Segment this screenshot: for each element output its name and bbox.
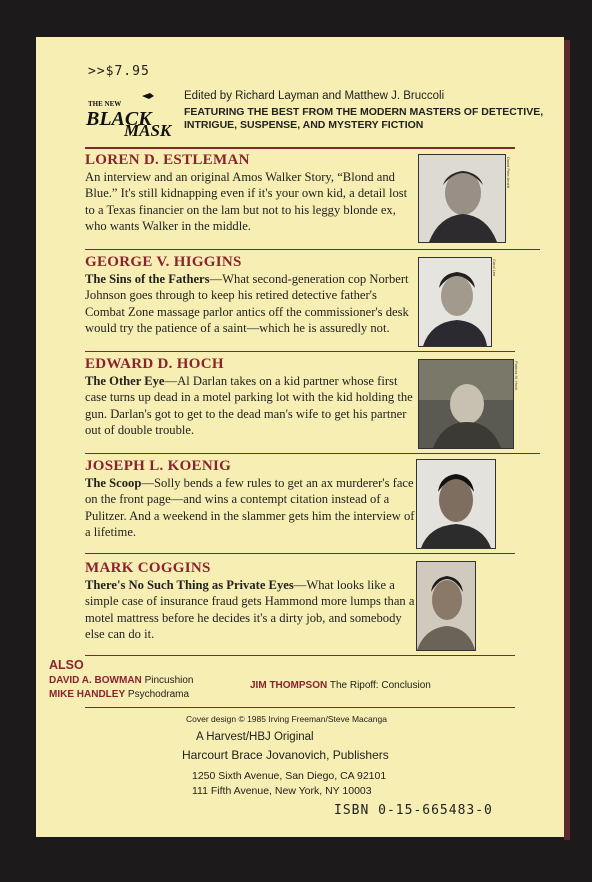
- logo-the-new: THE NEW: [88, 100, 122, 108]
- also-title: The Ripoff: Conclusion: [329, 680, 431, 691]
- author-blurb: [85, 169, 415, 234]
- divider: [85, 453, 540, 454]
- author-blurb: [85, 271, 415, 336]
- story-title: The Other Eye: [85, 374, 165, 388]
- portrait-icon: [419, 155, 505, 242]
- photo-credit: Carol Lee: [492, 259, 497, 277]
- author-photo: [416, 459, 496, 549]
- cover-design-credit: Cover design © 1985 Irving Freeman/Steve Macanga: [186, 714, 387, 724]
- portrait-icon: [417, 460, 495, 548]
- author-name: JOSEPH L. KOENIG: [85, 458, 232, 474]
- also-item: [49, 689, 189, 700]
- divider: [85, 147, 515, 149]
- spine-edge: [564, 40, 570, 840]
- logo-bird-icon: [142, 93, 154, 99]
- author-section: [85, 559, 415, 642]
- author-photo: [418, 359, 514, 449]
- story-text: —What second-generation cop Norbert Johnson goes through to keep his retired detective father's Combat Zone massage parlor antics off the commissioner's desk would try the patience of a saint—which he is assuredly not.: [85, 272, 409, 335]
- portrait-icon: [417, 562, 475, 650]
- divider: [85, 553, 515, 554]
- black-mask-logo: [84, 92, 174, 137]
- also-item: [49, 675, 193, 686]
- divider: [85, 249, 540, 250]
- price-label: >>$7.95: [88, 64, 150, 79]
- author-blurb: [85, 373, 415, 438]
- divider: [85, 707, 515, 708]
- photo-credit: David Pete Arnett: [506, 157, 511, 189]
- also-item: [250, 680, 431, 691]
- divider: [85, 351, 515, 352]
- also-title: Psychodrama: [127, 689, 190, 700]
- isbn: ISBN 0-15-665483-0: [334, 803, 493, 818]
- story-title: There's No Such Thing as Private Eyes: [85, 578, 294, 592]
- story-title: The Scoop: [85, 476, 142, 490]
- story-text: An interview and an original Amos Walker Story, “Blond and Blue.” It's still kidnapping even if it's your own kid, a detail lost to a Texas financier on the lam but not to his leggy blonde ex, who wants Walker in the middle.: [85, 170, 408, 233]
- author-name: LOREN D. ESTLEMAN: [85, 152, 250, 168]
- portrait-icon: [419, 360, 513, 448]
- featuring-line: FEATURING THE BEST FROM THE MODERN MASTERS OF DETECTIVE, INTRIGUE, SUSPENSE, AND MYSTERY FICTION: [184, 106, 544, 131]
- publisher-imprint: A Harvest/HBJ Original: [196, 731, 314, 743]
- also-author: DAVID A. BOWMAN: [49, 675, 142, 686]
- also-title: Pincushion: [144, 675, 194, 686]
- publisher-address: 111 Fifth Avenue, New York, NY 10003: [192, 785, 372, 797]
- story-title: The Sins of the Fathers: [85, 272, 210, 286]
- also-heading: ALSO: [49, 658, 84, 672]
- logo-black: BLACK: [86, 108, 152, 130]
- photo-credit: Patricia M. Hoch: [514, 361, 519, 391]
- author-name: MARK COGGINS: [85, 560, 211, 576]
- also-author: JIM THOMPSON: [250, 680, 328, 691]
- author-section: [85, 355, 415, 438]
- author-section: [85, 151, 415, 234]
- story-text: —What looks like a simple case of insurance fraud gets Hammond more lumps than a motel mattress before he decides it's a dirty job, and somebody else can do it.: [85, 578, 415, 641]
- story-text: —Al Darlan takes on a kid partner whose first case turns up dead in a motel parking lot with the kid holding the gun. Darlan's got to get to the dead man's wife to get his partner out of double trouble.: [85, 374, 413, 437]
- author-photo: [418, 154, 506, 243]
- publisher-address: 1250 Sixth Avenue, San Diego, CA 92101: [192, 770, 387, 782]
- cover-content: [36, 37, 564, 837]
- editors-line: Edited by Richard Layman and Matthew J. Bruccoli: [184, 90, 445, 102]
- portrait-icon: [419, 258, 491, 346]
- logo-mask: MASK: [124, 121, 172, 137]
- author-photo: [418, 257, 492, 347]
- author-blurb: [85, 577, 415, 642]
- story-text: —Solly bends a few rules to get an ax murderer's face on the front page—and wins a contempt citation instead of a Pulitzer. And a weekend in the slammer gets him the interview of a lifetime.: [85, 476, 415, 539]
- also-author: MIKE HANDLEY: [49, 689, 126, 700]
- author-photo: [416, 561, 476, 651]
- author-blurb: [85, 475, 415, 540]
- author-section: [85, 253, 415, 336]
- author-name: GEORGE V. HIGGINS: [85, 254, 242, 270]
- divider: [85, 655, 515, 656]
- publisher-name: Harcourt Brace Jovanovich, Publishers: [182, 748, 389, 762]
- author-name: EDWARD D. HOCH: [85, 356, 224, 372]
- author-section: [85, 457, 415, 540]
